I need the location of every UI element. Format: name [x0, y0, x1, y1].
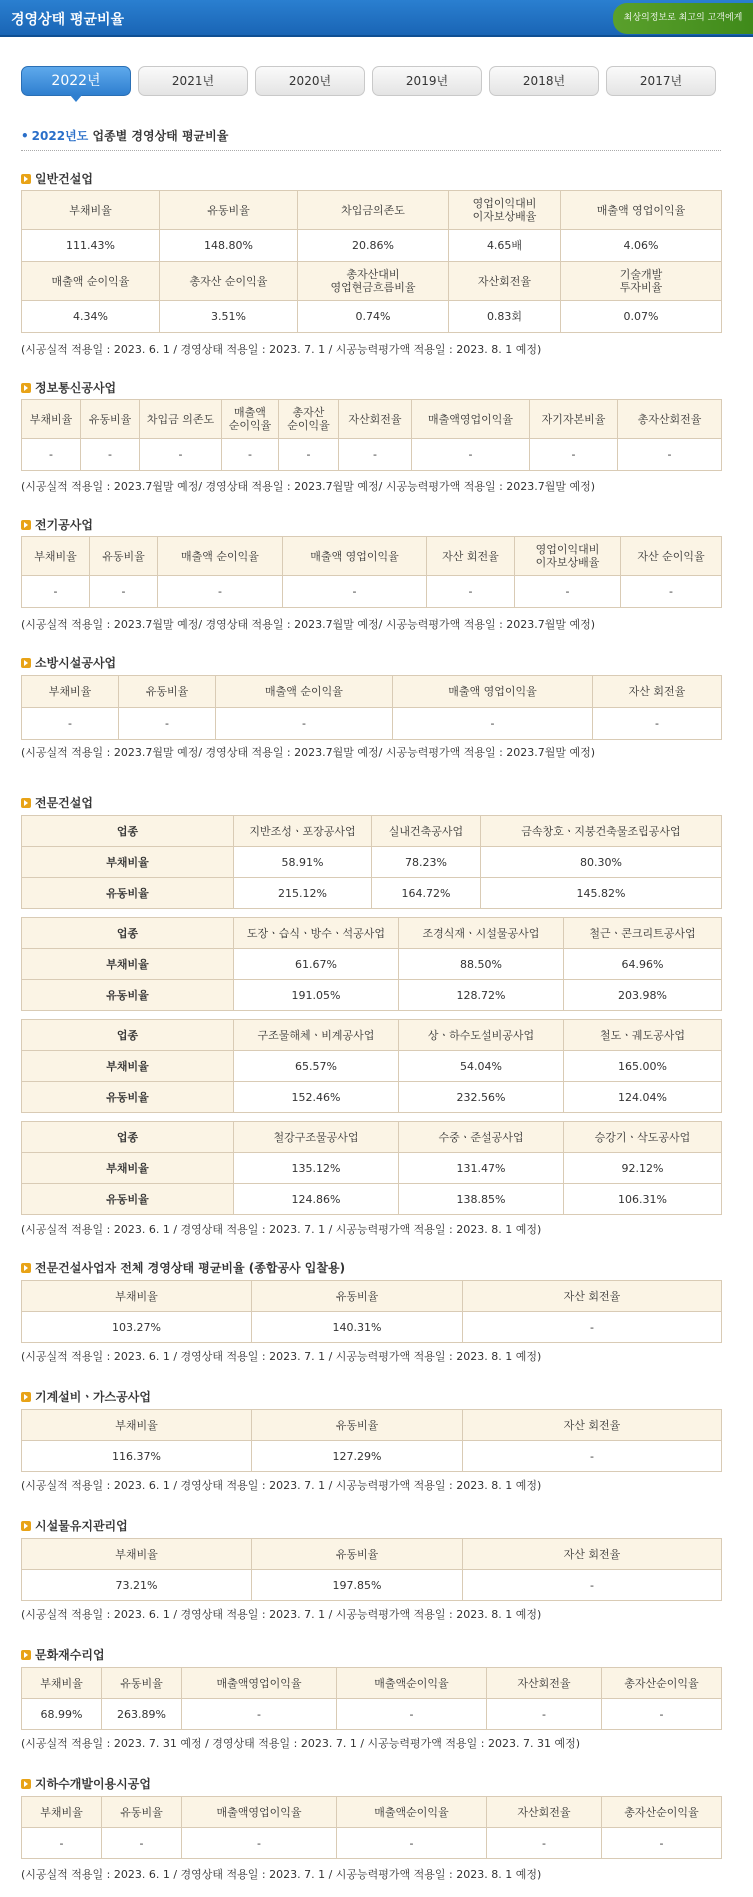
fire-table [21, 675, 722, 740]
header-cell: 차입금 의존도 [140, 400, 222, 439]
section-title-special [21, 794, 93, 811]
section-title-fire [21, 654, 116, 671]
value-cell: - [140, 439, 222, 471]
value-cell: 124.86% [234, 1184, 399, 1215]
value-cell: - [22, 439, 81, 471]
value-cell: - [602, 1828, 722, 1859]
value-cell: - [22, 576, 90, 608]
value-cell: 124.04% [564, 1082, 722, 1113]
value-cell: - [487, 1828, 602, 1859]
row-label: 업종 [22, 816, 234, 847]
header-cell: 매출액 영업이익율 [283, 537, 427, 576]
section-title-text: 소방시설공사업 [35, 656, 117, 670]
header-cell: 부채비율 [22, 1410, 252, 1441]
value-cell: - [602, 1699, 722, 1730]
header-cell: 부채비율 [22, 191, 160, 230]
tab-2018[interactable]: 2018년 [489, 66, 599, 96]
value-cell: - [222, 439, 279, 471]
value-cell: 61.67% [234, 949, 399, 980]
industry-name: 수중ㆍ준설공사업 [399, 1122, 564, 1153]
value-cell: - [216, 708, 393, 740]
industry-name: 구조물해체ㆍ비계공사업 [234, 1020, 399, 1051]
header-cell: 유동비율 [160, 191, 298, 230]
value-cell: 80.30% [481, 847, 722, 878]
value-cell: 128.72% [399, 980, 564, 1011]
value-cell: 88.50% [399, 949, 564, 980]
industry-name: 금속창호ㆍ지붕건축물조립공사업 [481, 816, 722, 847]
bullet-icon [21, 174, 31, 184]
header-cell: 매출액 영업이익율 [393, 676, 593, 708]
value-cell: 191.05% [234, 980, 399, 1011]
value-cell: 64.96% [564, 949, 722, 980]
dot-icon: • [21, 129, 29, 143]
header-cell: 매출액영업이익율 [182, 1668, 337, 1699]
value-cell: 148.80% [160, 230, 298, 262]
industry-name: 지반조성ㆍ포장공사업 [234, 816, 372, 847]
bullet-icon [21, 1779, 31, 1789]
section-title-text: 시설물유지관리업 [35, 1519, 128, 1533]
header-cell: 유동비율 [102, 1668, 182, 1699]
header-cell: 매출액순이익율 [337, 1797, 487, 1828]
section-title-facility [21, 1517, 128, 1534]
value-cell: 0.07% [561, 301, 722, 333]
value-cell: 68.99% [22, 1699, 102, 1730]
header-cell: 자산회전율 [449, 262, 561, 301]
value-cell: - [337, 1828, 487, 1859]
value-cell: 4.06% [561, 230, 722, 262]
row-label: 업종 [22, 1020, 234, 1051]
electric-table [21, 536, 722, 608]
header-cell: 매출액순이익율 [337, 1668, 487, 1699]
industry-name: 상ㆍ하수도설비공사업 [399, 1020, 564, 1051]
header-cell: 자산회전율 [487, 1668, 602, 1699]
value-cell: 58.91% [234, 847, 372, 878]
value-cell: - [102, 1828, 182, 1859]
value-cell: 20.86% [298, 230, 449, 262]
apply-date-note: (시공실적 적용일 : 2023.7월말 예정/ 경영상태 적용일 : 2023.7월말 예정/ 시공능력평가액 적용일 : 2023.7월말 예정) [21, 746, 596, 759]
section-title-electric [21, 516, 93, 533]
value-cell: - [182, 1828, 337, 1859]
value-cell: - [182, 1699, 337, 1730]
header-cell: 자산회전율 [487, 1797, 602, 1828]
header-cell: 총자산 순이익율 [279, 400, 339, 439]
bullet-icon [21, 1263, 31, 1273]
value-cell: - [279, 439, 339, 471]
header-cell: 부채비율 [22, 676, 119, 708]
header-cell: 부채비율 [22, 400, 81, 439]
value-cell: 145.82% [481, 878, 722, 909]
special-table-4 [21, 1121, 722, 1215]
info-table [21, 399, 722, 471]
groundwater-table [21, 1796, 722, 1859]
value-cell: 164.72% [372, 878, 481, 909]
industry-name: 실내건축공사업 [372, 816, 481, 847]
value-cell: 0.74% [298, 301, 449, 333]
header-cell: 영업이익대비 이자보상배율 [449, 191, 561, 230]
value-cell: 4.34% [22, 301, 160, 333]
value-cell: 111.43% [22, 230, 160, 262]
special-table-1 [21, 815, 722, 909]
value-cell: - [463, 1312, 722, 1343]
value-cell: - [515, 576, 621, 608]
apply-date-note: (시공실적 적용일 : 2023. 7. 31 예정 / 경영상태 적용일 : 2023. 7. 1 / 시공능력평가액 적용일 : 2023. 7. 31 예정) [21, 1737, 581, 1750]
header-cell: 자산 회전율 [593, 676, 722, 708]
section-title-text: 문화재수리업 [35, 1648, 105, 1662]
value-cell: 65.57% [234, 1051, 399, 1082]
value-cell: - [463, 1570, 722, 1601]
section-title-groundwater [21, 1775, 151, 1792]
section-title-info [21, 379, 116, 396]
header-cell: 유동비율 [81, 400, 140, 439]
value-cell: 215.12% [234, 878, 372, 909]
header-cell: 자산 회전율 [463, 1281, 722, 1312]
section-title-machine [21, 1388, 151, 1405]
facility-table [21, 1538, 722, 1601]
value-cell: 78.23% [372, 847, 481, 878]
value-cell: - [618, 439, 722, 471]
header-cell: 자산 회전율 [427, 537, 515, 576]
value-cell: 106.31% [564, 1184, 722, 1215]
value-cell: - [339, 439, 412, 471]
section-title-text: 지하수개발이용시공업 [35, 1777, 151, 1791]
value-cell: 140.31% [252, 1312, 463, 1343]
header-cell: 총자산순이익율 [602, 1668, 722, 1699]
value-cell: 165.00% [564, 1051, 722, 1082]
row-label: 부채비율 [22, 949, 234, 980]
apply-date-note: (시공실적 적용일 : 2023. 6. 1 / 경영상태 적용일 : 2023. 7. 1 / 시공능력평가액 적용일 : 2023. 8. 1 예정) [21, 343, 542, 356]
value-cell: - [463, 1441, 722, 1472]
value-cell: 116.37% [22, 1441, 252, 1472]
bullet-icon [21, 798, 31, 808]
tab-2020[interactable]: 2020년 [255, 66, 365, 96]
value-cell: - [427, 576, 515, 608]
header-cell: 자산 회전율 [463, 1539, 722, 1570]
divider [21, 150, 721, 151]
section-title-special-all [21, 1259, 345, 1276]
value-cell: 263.89% [102, 1699, 182, 1730]
tab-2017[interactable]: 2017년 [606, 66, 716, 96]
row-label: 부채비율 [22, 847, 234, 878]
slogan-banner[interactable]: 최상의정보로 최고의 고객에게 [613, 3, 753, 34]
header-cell: 차입금의존도 [298, 191, 449, 230]
apply-date-note: (시공실적 적용일 : 2023. 6. 1 / 경영상태 적용일 : 2023. 7. 1 / 시공능력평가액 적용일 : 2023. 8. 1 예정) [21, 1608, 542, 1621]
industry-name: 도장ㆍ습식ㆍ방수ㆍ석공사업 [234, 918, 399, 949]
bullet-icon [21, 1521, 31, 1531]
machine-table [21, 1409, 722, 1472]
header-bar [0, 0, 753, 37]
value-cell: 73.21% [22, 1570, 252, 1601]
row-label: 부채비율 [22, 1153, 234, 1184]
value-cell: 127.29% [252, 1441, 463, 1472]
value-cell: 131.47% [399, 1153, 564, 1184]
row-label: 업종 [22, 1122, 234, 1153]
header-cell: 총자산 순이익율 [160, 262, 298, 301]
header-cell: 매출액영업이익율 [182, 1797, 337, 1828]
header-cell: 매출액 순이익율 [216, 676, 393, 708]
header-cell: 자기자본비율 [530, 400, 618, 439]
section-title-text: 일반건설업 [35, 172, 93, 186]
apply-date-note: (시공실적 적용일 : 2023.7월말 예정/ 경영상태 적용일 : 2023.7월말 예정/ 시공능력평가액 적용일 : 2023.7월말 예정) [21, 480, 596, 493]
value-cell: 135.12% [234, 1153, 399, 1184]
value-cell: - [22, 708, 119, 740]
header-cell: 매출액 순이익율 [22, 262, 160, 301]
header-cell: 유동비율 [90, 537, 158, 576]
value-cell: - [621, 576, 722, 608]
section-title-heritage [21, 1646, 105, 1663]
header-cell: 유동비율 [252, 1539, 463, 1570]
header-cell: 유동비율 [102, 1797, 182, 1828]
subtitle-year: 2022년도 [31, 129, 89, 143]
bullet-icon [21, 658, 31, 668]
header-cell: 유동비율 [252, 1281, 463, 1312]
section-title-text: 정보통신공사업 [35, 381, 117, 395]
row-label: 유동비율 [22, 980, 234, 1011]
apply-date-note: (시공실적 적용일 : 2023.7월말 예정/ 경영상태 적용일 : 2023.7월말 예정/ 시공능력평가액 적용일 : 2023.7월말 예정) [21, 618, 596, 631]
apply-date-note: (시공실적 적용일 : 2023. 6. 1 / 경영상태 적용일 : 2023. 7. 1 / 시공능력평가액 적용일 : 2023. 8. 1 예정) [21, 1223, 542, 1236]
header-cell: 유동비율 [119, 676, 216, 708]
header-cell: 유동비율 [252, 1410, 463, 1441]
row-label: 부채비율 [22, 1051, 234, 1082]
value-cell: 232.56% [399, 1082, 564, 1113]
section-title-general [21, 170, 93, 187]
value-cell: - [22, 1828, 102, 1859]
header-cell: 자산회전율 [339, 400, 412, 439]
header-cell: 자산 순이익율 [621, 537, 722, 576]
subtitle-text: 업종별 경영상태 평균비율 [92, 129, 229, 143]
value-cell: - [158, 576, 283, 608]
industry-name: 승강기ㆍ삭도공사업 [564, 1122, 722, 1153]
row-label: 유동비율 [22, 1082, 234, 1113]
tab-2022[interactable]: 2022년 [21, 66, 131, 96]
header-cell: 매출액 영업이익율 [561, 191, 722, 230]
bullet-icon [21, 1392, 31, 1402]
value-cell: - [337, 1699, 487, 1730]
section-subtitle [21, 127, 228, 144]
value-cell: - [487, 1699, 602, 1730]
tab-2019[interactable]: 2019년 [372, 66, 482, 96]
header-cell: 영업이익대비 이자보상배율 [515, 537, 621, 576]
header-cell: 매출액 순이익율 [158, 537, 283, 576]
year-tabs [21, 66, 721, 96]
value-cell: 152.46% [234, 1082, 399, 1113]
header-cell: 총자산회전율 [618, 400, 722, 439]
header-cell: 매출액영업이익율 [412, 400, 530, 439]
value-cell: 203.98% [564, 980, 722, 1011]
header-cell: 기술개발 투자비율 [561, 262, 722, 301]
value-cell: - [393, 708, 593, 740]
row-label: 유동비율 [22, 1184, 234, 1215]
bullet-icon [21, 1650, 31, 1660]
section-title-text: 전문건설업 [35, 796, 93, 810]
header-cell: 총자산순이익율 [602, 1797, 722, 1828]
value-cell: 4.65배 [449, 230, 561, 262]
heritage-table [21, 1667, 722, 1730]
general-table [21, 190, 722, 333]
section-title-text: 전문건설사업자 전체 경영상태 평균비율 (종합공사 입찰용) [35, 1261, 346, 1275]
value-cell: 138.85% [399, 1184, 564, 1215]
row-label: 유동비율 [22, 878, 234, 909]
section-title-text: 전기공사업 [35, 518, 93, 532]
value-cell: 197.85% [252, 1570, 463, 1601]
value-cell: - [283, 576, 427, 608]
value-cell: 3.51% [160, 301, 298, 333]
value-cell: - [412, 439, 530, 471]
apply-date-note: (시공실적 적용일 : 2023. 6. 1 / 경영상태 적용일 : 2023. 7. 1 / 시공능력평가액 적용일 : 2023. 8. 1 예정) [21, 1350, 542, 1363]
value-cell: 92.12% [564, 1153, 722, 1184]
special-table-3 [21, 1019, 722, 1113]
bullet-icon [21, 383, 31, 393]
apply-date-note: (시공실적 적용일 : 2023. 6. 1 / 경영상태 적용일 : 2023. 7. 1 / 시공능력평가액 적용일 : 2023. 8. 1 예정) [21, 1479, 542, 1492]
header-cell: 부채비율 [22, 1668, 102, 1699]
header-cell: 부채비율 [22, 1539, 252, 1570]
header-cell: 부채비율 [22, 537, 90, 576]
industry-name: 철강구조물공사업 [234, 1122, 399, 1153]
page-title: 경영상태 평균비율 [11, 12, 125, 28]
value-cell: 103.27% [22, 1312, 252, 1343]
header-cell: 부채비율 [22, 1281, 252, 1312]
apply-date-note: (시공실적 적용일 : 2023. 6. 1 / 경영상태 적용일 : 2023. 7. 1 / 시공능력평가액 적용일 : 2023. 8. 1 예정) [21, 1868, 542, 1881]
value-cell: 0.83회 [449, 301, 561, 333]
row-label: 업종 [22, 918, 234, 949]
header-cell: 자산 회전율 [463, 1410, 722, 1441]
industry-name: 철근ㆍ콘크리트공사업 [564, 918, 722, 949]
header-cell: 부채비율 [22, 1797, 102, 1828]
header-cell: 매출액 순이익율 [222, 400, 279, 439]
value-cell: - [90, 576, 158, 608]
value-cell: 54.04% [399, 1051, 564, 1082]
special-all-table [21, 1280, 722, 1343]
bullet-icon [21, 520, 31, 530]
industry-name: 조경식재ㆍ시설물공사업 [399, 918, 564, 949]
tab-2021[interactable]: 2021년 [138, 66, 248, 96]
value-cell: - [593, 708, 722, 740]
special-table-2 [21, 917, 722, 1011]
industry-name: 철도ㆍ궤도공사업 [564, 1020, 722, 1051]
value-cell: - [530, 439, 618, 471]
value-cell: - [81, 439, 140, 471]
section-title-text: 기계설비ㆍ가스공사업 [35, 1390, 151, 1404]
value-cell: - [119, 708, 216, 740]
header-cell: 총자산대비 영업현금흐름비율 [298, 262, 449, 301]
